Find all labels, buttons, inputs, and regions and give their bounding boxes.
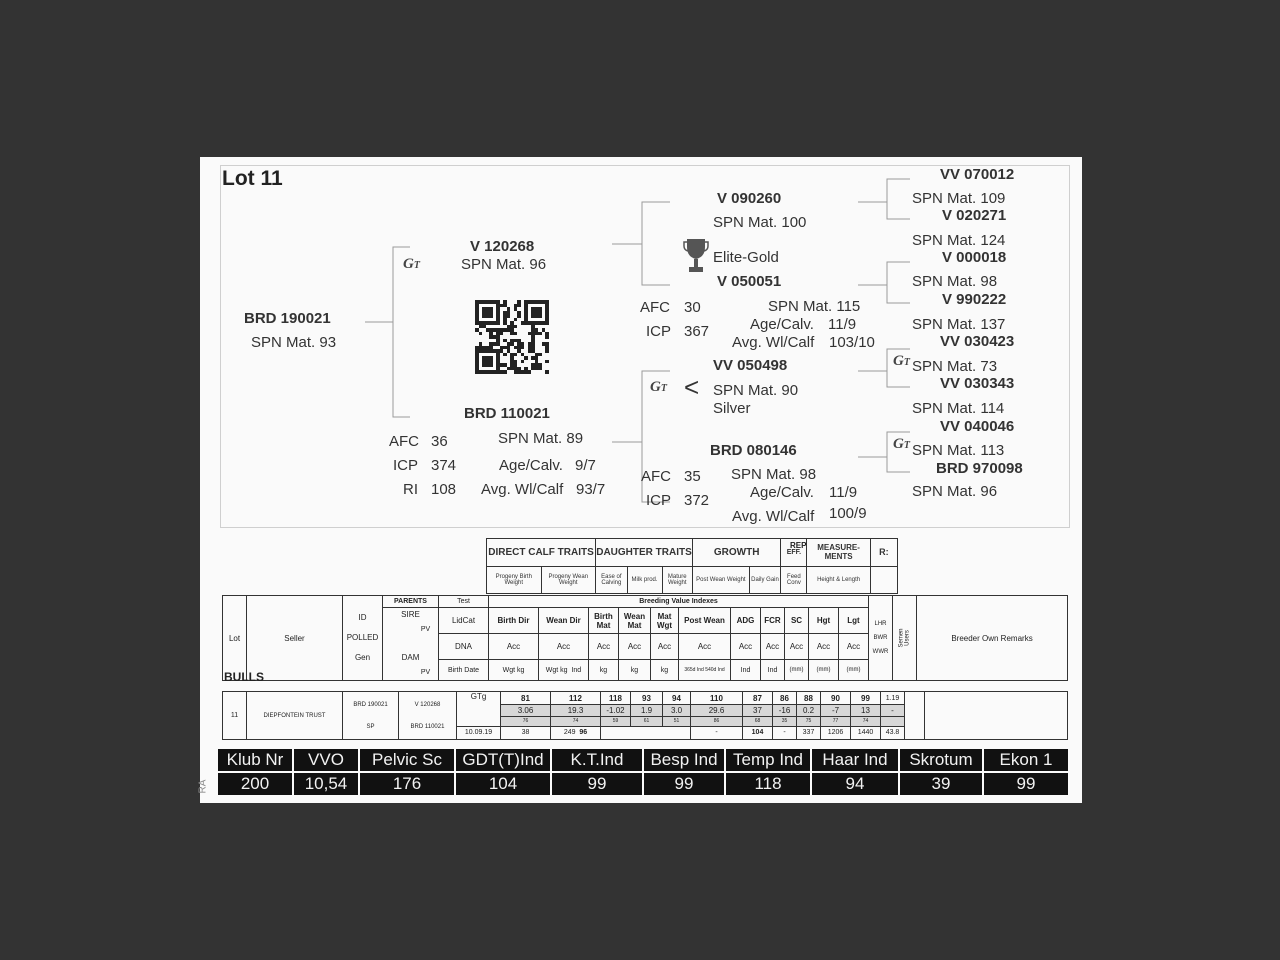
row-weight: 337 [797, 726, 821, 739]
row-weight: 43.8 [881, 726, 905, 739]
g3-id: VV 070012 [940, 166, 1015, 183]
row-acc: 59 [601, 716, 631, 726]
col-birth-date: Birth Date [439, 660, 489, 681]
row-acc: 77 [821, 716, 851, 726]
dam-spn: SPN Mat. 89 [498, 430, 584, 447]
sub-height-length: Height & Length [807, 566, 870, 594]
col-kg: kg [589, 660, 619, 681]
col-sc: SC [785, 608, 809, 634]
row-ebv: 3.06 [501, 705, 551, 716]
group-growth: GROWTH [693, 539, 781, 567]
col-bvi: Breeding Value Indexes [489, 596, 869, 608]
qr-code-icon [475, 300, 549, 374]
row-bv: 88 [797, 692, 821, 705]
row-remarks [925, 692, 1068, 740]
summary-value: 118 [725, 772, 811, 796]
column-header [222, 595, 1068, 681]
row-bv: 81 [501, 692, 551, 705]
g3-spn: SPN Mat. 109 [912, 190, 1006, 207]
g3-spn: SPN Mat. 73 [912, 358, 998, 375]
row-acc: 51 [663, 716, 691, 726]
col-test: Test [439, 596, 489, 608]
table-row [222, 691, 1068, 740]
row-ratio: 1.19 [881, 692, 905, 705]
row-ebv: 0.2 [797, 705, 821, 716]
group-direct-calf: DIRECT CALF TRAITS [487, 539, 596, 567]
group-eff: EFF. [781, 539, 807, 567]
sd-afc-label: AFC [640, 299, 670, 316]
g3-spn: SPN Mat. 137 [912, 316, 1006, 333]
g3-id: V 990222 [942, 291, 1007, 308]
col-wgt-kg: Wgt kg [489, 660, 539, 681]
g3-spn: SPN Mat. 113 [912, 442, 1005, 459]
summary-header: Skrotum [899, 748, 983, 772]
ds-id: VV 050498 [713, 357, 788, 374]
dam-ri-label: RI [403, 481, 418, 498]
row-acc: 74 [851, 716, 881, 726]
col-mm: (mm) [809, 660, 839, 681]
row-ebv: 37 [743, 705, 773, 716]
col-acc: Acc [761, 634, 785, 660]
row-acc: 61 [631, 716, 663, 726]
animal-id: BRD 190021 [244, 310, 331, 327]
dd-agecalv-label: Age/Calv. [750, 484, 814, 501]
g3-spn: SPN Mat. 98 [912, 273, 998, 290]
dam-avg-label: Avg. Wl/Calf [481, 481, 564, 498]
row-ebv: -1.02 [601, 705, 631, 716]
col-ind: Ind [571, 666, 582, 674]
row-bv: 112 [551, 692, 601, 705]
sd-avg-label: Avg. Wl/Calf [732, 334, 815, 351]
col-mm: (mm) [785, 660, 809, 681]
col-pv: PV [420, 669, 431, 676]
summary-header: K.T.Ind [551, 748, 643, 772]
g3-spn: SPN Mat. 124 [912, 232, 1006, 249]
summary-value: 200 [217, 772, 293, 796]
col-lhr: LHR [874, 621, 887, 627]
col-acc: Acc [679, 634, 731, 660]
gt-logo-icon: GT [650, 379, 667, 395]
animal-spn: SPN Mat. 93 [251, 334, 337, 351]
sd-spn: SPN Mat. 115 [768, 298, 861, 315]
col-birth-dir: Birth Dir [489, 608, 539, 634]
gt-logo-icon: GT [403, 256, 420, 272]
row-ebv: 19.3 [551, 705, 601, 716]
row-polled: SP [366, 723, 375, 730]
col-semen-users: Semen Users [898, 628, 911, 648]
ss-spn: SPN Mat. 100 [713, 214, 807, 231]
col-ind: Ind [731, 660, 761, 681]
col-acc: Acc [785, 634, 809, 660]
group-r: R: [870, 539, 897, 567]
sd-award: Elite-Gold [713, 249, 779, 266]
col-lidcat: LidCat [439, 608, 489, 634]
col-acc: Acc [651, 634, 679, 660]
row-bv: 99 [851, 692, 881, 705]
g3-spn: SPN Mat. 114 [912, 400, 1005, 417]
col-kg: kg [619, 660, 651, 681]
dam-icp-label: ICP [393, 457, 419, 474]
lot-card [197, 157, 1082, 803]
row-acc: 74 [551, 716, 601, 726]
row-lot: 11 [223, 692, 247, 740]
trait-groups [486, 538, 898, 594]
dam-afc: 36 [431, 433, 448, 450]
sd-avg: 103/10 [829, 334, 875, 351]
row-bv: 90 [821, 692, 851, 705]
col-wean-dir: Wean Dir [539, 608, 589, 634]
col-acc: Acc [489, 634, 539, 660]
col-seller: Seller [247, 596, 343, 681]
row-birth-date: 10.09.19 [457, 726, 501, 739]
sd-icp: 367 [684, 323, 710, 340]
summary-value: 10,54 [293, 772, 359, 796]
sd-agecalv-label: Age/Calv. [750, 316, 814, 333]
col-kg: kg [651, 660, 679, 681]
row-bv: 86 [773, 692, 797, 705]
col-birth-mat: Birth Mat [589, 608, 619, 634]
col-remarks: Breeder Own Remarks [917, 596, 1068, 681]
sub-feed-conv: Feed Conv [781, 566, 807, 594]
dam-icp: 374 [431, 457, 457, 474]
g3-id: V 020271 [942, 207, 1007, 224]
g3-id: VV 030423 [940, 333, 1015, 350]
ds-award: Silver [713, 400, 751, 417]
summary-header: Pelvic Sc [359, 748, 455, 772]
row-bv: 94 [663, 692, 691, 705]
col-parents: PARENTS [383, 596, 439, 608]
row-ebv: - [881, 705, 905, 716]
col-acc: Acc [539, 634, 589, 660]
row-bv: 93 [631, 692, 663, 705]
summary-header: Haar Ind [811, 748, 899, 772]
col-adg: ADG [731, 608, 761, 634]
col-acc: Acc [809, 634, 839, 660]
col-gen: Gen [354, 653, 371, 662]
dd-afc-label: AFC [641, 468, 671, 485]
row-weight: 104 [743, 726, 773, 739]
col-hgt: Hgt [809, 608, 839, 634]
g3-id: V 000018 [942, 249, 1007, 266]
row-ebv: 29.6 [691, 705, 743, 716]
col-polled: POLLED [346, 633, 379, 642]
dam-agecalv-label: Age/Calv. [499, 457, 563, 474]
col-acc: Acc [589, 634, 619, 660]
col-id: ID [358, 613, 367, 622]
col-dna: DNA [439, 634, 489, 660]
col-365d: 365d Ind [684, 667, 704, 674]
col-wean-mat: Wean Mat [619, 608, 651, 634]
col-post-wean: Post Wean [679, 608, 731, 634]
summary-value: 99 [643, 772, 725, 796]
dd-icp: 372 [684, 492, 710, 509]
gt-logo-icon: GT [893, 353, 910, 369]
dd-agecalv: 11/9 [829, 484, 858, 501]
lot-title: Lot 11 [222, 167, 283, 190]
summary-value: 94 [811, 772, 899, 796]
col-fcr: FCR [761, 608, 785, 634]
sd-icp-label: ICP [646, 323, 672, 340]
summary-header: Temp Ind [725, 748, 811, 772]
col-acc: Acc [731, 634, 761, 660]
row-ebv: 3.0 [663, 705, 691, 716]
row-ebv: 13 [851, 705, 881, 716]
row-bv: 110 [691, 692, 743, 705]
less-than-icon: < [684, 372, 700, 402]
summary-value: 99 [983, 772, 1069, 796]
col-wwr: WWR [872, 649, 889, 655]
gt-logo-icon: GT [893, 436, 910, 452]
side-mark: RA [197, 779, 209, 794]
row-weight: 96 [579, 729, 588, 737]
col-bwr: BWR [873, 635, 888, 641]
col-mat-wgt: Mat Wgt [651, 608, 679, 634]
row-ebv: -16 [773, 705, 797, 716]
group-daughter: DAUGHTER TRAITS [596, 539, 693, 567]
summary-header: Ekon 1 [983, 748, 1069, 772]
col-mm: (mm) [839, 660, 869, 681]
row-acc: 75 [797, 716, 821, 726]
col-acc: Acc [839, 634, 869, 660]
group-measurements: MEASURE-MENTS [807, 539, 870, 567]
col-pv: PV [420, 626, 431, 633]
summary-value: 104 [455, 772, 551, 796]
row-id: BRD 190021 [353, 701, 388, 708]
row-acc: 35 [773, 716, 797, 726]
dd-avg: 100/9 [829, 505, 867, 522]
group-rep: REP [790, 541, 807, 550]
col-dam: DAM [401, 653, 420, 662]
row-weight: 38 [501, 726, 551, 739]
row-weight: 249 [563, 729, 576, 737]
dam-afc-label: AFC [389, 433, 419, 450]
section-bulls: BULLS [224, 670, 264, 684]
col-lgt: Lgt [839, 608, 869, 634]
sub-mature-weight: Mature Weight [662, 566, 693, 594]
g3-id: VV 040046 [940, 418, 1015, 435]
dd-icp-label: ICP [646, 492, 672, 509]
dd-avg-label: Avg. Wl/Calf [732, 508, 815, 525]
sire-spn: SPN Mat. 96 [461, 256, 547, 273]
row-acc: 76 [501, 716, 551, 726]
g3-spn: SPN Mat. 96 [912, 483, 998, 500]
g3-id: BRD 970098 [936, 460, 1023, 477]
col-lot: Lot [223, 596, 247, 681]
sub-post-wean: Post Wean Weight [693, 566, 750, 594]
dd-afc: 35 [684, 468, 701, 485]
summary-header: GDT(T)Ind [455, 748, 551, 772]
row-dam: BRD 110021 [410, 723, 445, 730]
dam-ri: 108 [431, 481, 457, 498]
row-bv: 87 [743, 692, 773, 705]
sire-id: V 120268 [470, 238, 535, 255]
row-test: GTg [457, 692, 501, 727]
g3-id: VV 030343 [940, 375, 1015, 392]
trophy-icon [683, 237, 709, 275]
summary-table [216, 747, 1070, 797]
summary-header: Klub Nr [217, 748, 293, 772]
col-wgt-kg: Wgt kg [545, 666, 568, 674]
row-acc: 86 [691, 716, 743, 726]
dam-avg: 93/7 [576, 481, 606, 498]
dam-id: BRD 110021 [464, 405, 550, 422]
ds-spn: SPN Mat. 90 [713, 382, 799, 399]
row-seller: DIEPFONTEIN TRUST [247, 692, 343, 740]
sub-ease-calving: Ease of Calving [596, 566, 628, 594]
summary-value: 176 [359, 772, 455, 796]
sub-daily-gain: Daily Gain [749, 566, 781, 594]
summary-value: 39 [899, 772, 983, 796]
col-ind: Ind [761, 660, 785, 681]
sub-wean-weight: Progeny Wean Weight [541, 566, 596, 594]
col-sire: SIRE [401, 610, 420, 619]
row-weight: 1440 [851, 726, 881, 739]
sd-id: V 050051 [717, 273, 782, 290]
row-weight: 1206 [821, 726, 851, 739]
col-acc: Acc [619, 634, 651, 660]
ss-id: V 090260 [717, 190, 782, 207]
row-weight: - [691, 726, 743, 739]
row-sire: V 120268 [414, 701, 441, 708]
sd-agecalv: 11/9 [828, 316, 857, 333]
summary-header: Besp Ind [643, 748, 725, 772]
sub-milk: Milk prod. [627, 566, 662, 594]
dam-agecalv: 9/7 [575, 457, 596, 474]
col-540d: 540d Ind [705, 667, 725, 674]
row-ebv: 1.9 [631, 705, 663, 716]
row-acc: 68 [743, 716, 773, 726]
sub-birth-weight: Progeny Birth Weight [487, 566, 542, 594]
row-bv: 118 [601, 692, 631, 705]
dd-id: BRD 080146 [710, 442, 797, 459]
row-ebv: -7 [821, 705, 851, 716]
row-weight: - [773, 726, 797, 739]
sd-afc: 30 [684, 299, 701, 316]
summary-header: VVO [293, 748, 359, 772]
summary-value: 99 [551, 772, 643, 796]
dd-spn: SPN Mat. 98 [731, 466, 817, 483]
